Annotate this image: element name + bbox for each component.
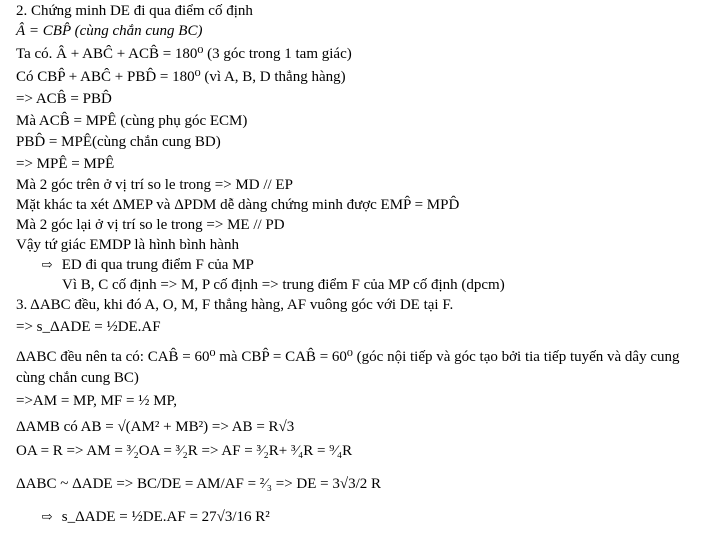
line-16: => s_ΔADE = ½DE.AF [16,319,161,335]
line-20: ΔAMB có AB = √(AM² + MB²) => AB = R√3 [16,419,295,435]
line-10: Mặt khác ta xét ΔMEP và ΔPDM dễ dàng chứng minh được EMP̂ = MPD̂ [16,197,460,213]
line-23-arrow-item [36,507,270,527]
line-21: OA = R => AM = ³⁄₂OA = ³⁄₂R => AF = ³⁄₂R+ ³⁄₄R = ⁹⁄₄R [16,443,353,459]
line-19: =>AM = MP, MF = ½ MP, [16,393,177,409]
line-3: Ta có. Â + ABĈ + ACB̂ = 180⁰ (3 góc trong 1 tam giác) [16,46,352,62]
line-18: cùng chắn cung BC) [16,370,139,386]
line-9: Mà 2 góc trên ở vị trí so le trong => MD // EP [16,177,293,193]
line-11: Mà 2 góc lại ở vị trí so le trong => ME // PD [16,217,285,233]
line-6: Mà ACB̂ = MPÊ (cùng phụ góc ECM) [16,113,248,129]
line-12: Vậy tứ giác EMDP là hình bình hành [16,237,239,253]
arrow-icon: ⇨ [41,509,53,524]
line-15-heading: 3. ΔABC đều, khi đó A, O, M, F thẳng hàng, AF vuông góc với DE tại F. [16,297,454,313]
line-2: Â = CBP̂ (cùng chắn cung BC) [16,23,203,39]
line-22: ΔABC ~ ΔADE => BC/DE = AM/AF = ²⁄₃ => DE = 3√3/2 R [16,476,382,492]
line-13-text: ED đi qua trung điểm F của MP [61,257,254,273]
line-23-text: s_ΔADE = ½DE.AF = 27√3/16 R² [61,509,270,525]
arrow-icon: ⇨ [41,257,53,272]
line-5: => ACB̂ = PBD̂ [16,91,112,107]
line-8: => MPÊ = MPÊ [16,156,115,172]
line-13-arrow-item [36,255,254,275]
line-14: Vì B, C cố định => M, P cố định => trung điểm F của MP cố định (dpcm) [62,277,505,293]
line-4: Có CBP̂ + ABĈ + PBD̂ = 180⁰ (vì A, B, D thẳng hàng) [16,69,346,85]
line-1-heading: 2. Chứng minh DE đi qua điểm cố định [16,3,253,19]
line-7: PBD̂ = MPÊ(cùng chắn cung BD) [16,134,221,150]
line-17: ΔABC đều nên ta có: CAB̂ = 60⁰ mà CBP̂ = CAB̂ = 60⁰ (góc nội tiếp và góc tạo bởi tia tiếp tuyến và dây cung [16,349,680,365]
